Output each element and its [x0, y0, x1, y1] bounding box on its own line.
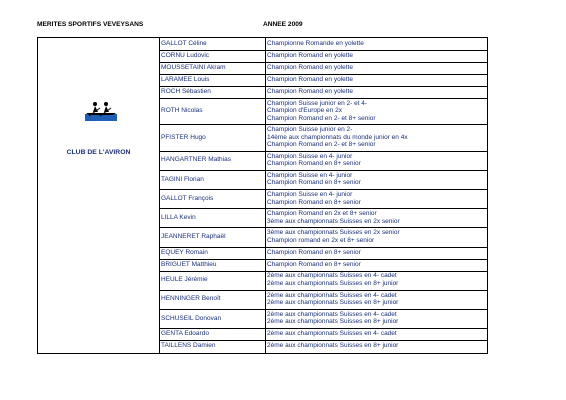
result-line: 2ème aux championnats Suisses en 8+ junior	[267, 299, 399, 307]
result-line: 2ème aux championnats Suisses en 8+ junior	[267, 280, 399, 288]
result-line: 2ème aux championnats Suisses en 8+ junior	[267, 342, 399, 350]
result-line: Champion Romand en yolette	[267, 52, 353, 60]
result-cell	[267, 290, 487, 309]
result-line: 2ème aux championnats Suisses en 4- cadet	[267, 310, 397, 318]
result-line: Champion Romand en 8+ senior	[267, 248, 361, 256]
athlete-name: HENNINGER Benoît	[161, 295, 221, 303]
result-line: 3ème aux championnats Suisses en 2x senior	[267, 217, 400, 225]
result-cell	[267, 86, 487, 98]
document-title: MERITES SPORTIFS VEVEYSANS	[37, 21, 144, 28]
rowing-boat-icon	[85, 99, 117, 121]
result-line: 2ème aux championnats Suisses en 8+ junior	[267, 318, 399, 326]
athlete-name: TAILLENS Damien	[161, 342, 216, 350]
athlete-name: EQUEY Romain	[161, 248, 208, 256]
result-cell	[267, 74, 487, 86]
athlete-name: ROCH Sébastien	[161, 88, 211, 96]
result-cell	[267, 38, 487, 50]
athlete-name: SCHUSEIL Donovan	[161, 314, 222, 322]
result-cell	[267, 247, 487, 259]
athlete-name: TAGINI Florian	[161, 175, 204, 183]
result-line: Champion Romand en 2- et 8+ senior	[267, 141, 376, 149]
athlete-name: HEULE Jérémie	[161, 276, 208, 284]
result-line: Champion Romand en 8+ senior	[267, 198, 361, 206]
result-line: Champion Romand en yolette	[267, 76, 353, 84]
result-line: Champion romand en 2x et 8+ senior	[267, 236, 375, 244]
result-cell	[267, 151, 487, 170]
result-cell	[267, 50, 487, 62]
result-cell	[267, 259, 487, 271]
result-line: Champion Romand en yolette	[267, 88, 353, 96]
result-cell	[267, 62, 487, 74]
athlete-name: BRIGUET Matthieu	[161, 260, 217, 268]
athlete-name: PFISTER Hugo	[161, 133, 206, 141]
result-cell	[267, 189, 487, 208]
result-cell	[267, 170, 487, 189]
result-line: Champion d'Europe en 2x	[267, 107, 342, 115]
athlete-name: ROTH Nicolas	[161, 107, 203, 115]
result-line: 14ème aux championnats du monde junior en 4x	[267, 133, 408, 141]
result-line: 2ème aux championnats Suisses en 4- cadet	[267, 272, 397, 280]
result-line: Champion Romand en 8+ senior	[267, 160, 361, 168]
athlete-name: HANGARTNER Mathias	[161, 156, 231, 164]
athlete-name: LILLA Kevin	[161, 213, 196, 221]
result-cell	[267, 328, 487, 340]
club-name: CLUB DE L'AVIRON	[66, 149, 131, 156]
result-cell	[267, 124, 487, 150]
logo-rower-head	[93, 102, 97, 106]
athlete-name: GALLOT François	[161, 194, 214, 202]
result-line: Champion Suisse junior en 2- et 4-	[267, 99, 368, 107]
result-line: 2ème aux championnats Suisses en 4- cadet	[267, 291, 397, 299]
year-label: ANNEE 2009	[263, 21, 303, 28]
result-line: Champion Suisse junior en 2-	[267, 126, 353, 134]
result-cell	[267, 227, 487, 246]
athlete-name: MOUSSETAINI Akram	[161, 64, 226, 72]
result-cell	[267, 340, 487, 352]
result-line: Champion Romand en 8+ senior	[267, 179, 361, 187]
result-line: Champion Romand en 2x et 8+ senior	[267, 210, 377, 218]
result-cell	[267, 309, 487, 328]
result-cell	[267, 98, 487, 124]
athlete-name: GENTA Edoardo	[161, 330, 209, 338]
result-line: Championne Romande en yolette	[267, 40, 364, 48]
result-cell	[267, 271, 487, 290]
athlete-name: GALLOT Céline	[161, 40, 207, 48]
result-line: Champion Romand en 8+ senior	[267, 260, 361, 268]
athlete-name: CORNU Ludovic	[161, 52, 210, 60]
result-cell	[267, 208, 487, 227]
result-line: Champion Romand en 2- et 8+ senior	[267, 114, 376, 122]
result-line: 2ème aux championnats Suisses en 4- cadet	[267, 330, 397, 338]
result-line: Champion Romand en yolette	[267, 64, 353, 72]
athlete-name: JEANNERET Raphaël	[161, 233, 226, 241]
logo-rower-head	[104, 102, 108, 106]
result-line: Champion Suisse en 4- junior	[267, 190, 353, 198]
results-table	[37, 37, 488, 354]
result-line: Champion Suisse en 4- junior	[267, 171, 353, 179]
result-line: Champion Suisse en 4- junior	[267, 152, 353, 160]
result-line: 3ème aux championnats Suisses en 2x senior	[267, 229, 400, 237]
athlete-name: LARAMEE Louis	[161, 76, 210, 84]
